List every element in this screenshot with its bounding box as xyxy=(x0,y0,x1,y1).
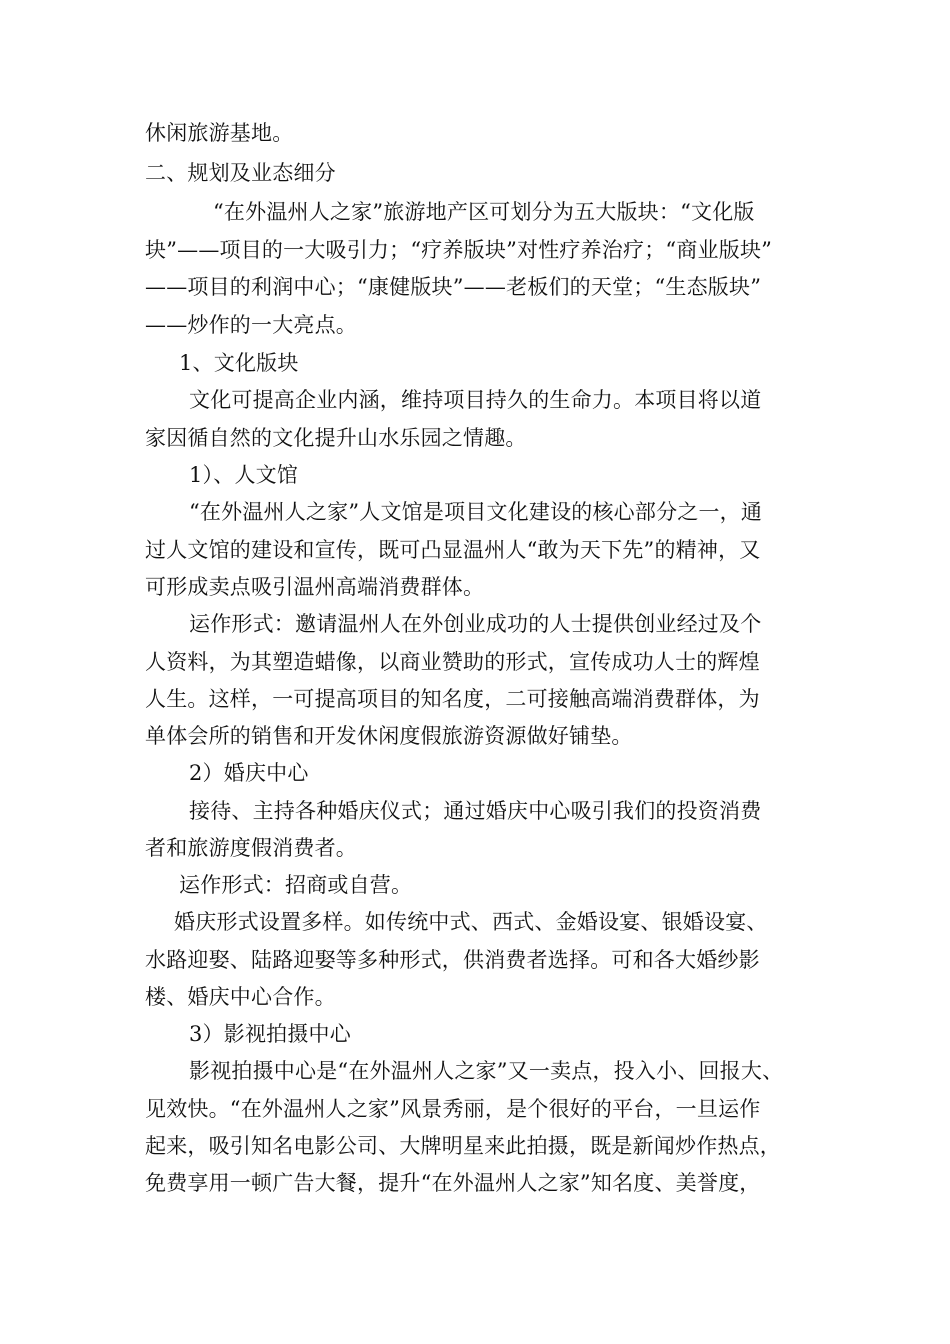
text-line: 人资料，为其塑造蜡像，以商业赞助的形式，宣传成功人士的辉煌 xyxy=(145,650,760,674)
text-line: ——炒作的一大亮点。 xyxy=(145,313,357,337)
text-line: 家因循自然的文化提升山水乐园之情趣。 xyxy=(145,426,527,450)
text-line: 运作形式：招商或自营。 xyxy=(179,873,413,897)
text-line: 免费享用一顿广告大餐，提升“在外温州人之家”知名度、美誉度， xyxy=(145,1171,761,1195)
text-line: 起来，吸引知名电影公司、大牌明星来此拍摄，既是新闻炒作热点， xyxy=(145,1134,781,1158)
text-line: 单体会所的销售和开发休闲度假旅游资源做好铺垫。 xyxy=(145,724,633,748)
text-line: 影视拍摄中心是“在外温州人之家”又一卖点，投入小、回报大、 xyxy=(189,1059,784,1083)
text-line: 婚庆形式设置多样。如传统中式、西式、金婚设宴、银婚设宴、 xyxy=(174,910,768,934)
text-line: 人生。这样，一可提高项目的知名度，二可接触高端消费群体，为 xyxy=(145,687,760,711)
text-line: 楼、婚庆中心合作。 xyxy=(145,985,336,1009)
subsection-heading: 1、文化版块 xyxy=(179,351,299,375)
text-line: “在外温州人之家”旅游地产区可划分为五大版块：“文化版 xyxy=(213,200,755,224)
subsection-heading: 1）、人文馆 xyxy=(189,463,299,487)
text-line: “在外温州人之家”人文馆是项目文化建设的核心部分之一，通 xyxy=(189,500,763,524)
text-line: 过人文馆的建设和宣传，既可凸显温州人“敢为天下先”的精神，又 xyxy=(145,538,761,562)
text-line: 者和旅游度假消费者。 xyxy=(145,836,357,860)
text-line: ——项目的利润中心；“康健版块”——老板们的天堂；“生态版块” xyxy=(145,275,762,299)
text-line: 水路迎娶、陆路迎娶等多种形式，供消费者选择。可和各大婚纱影 xyxy=(145,948,760,972)
text-line: 休闲旅游基地。 xyxy=(145,121,294,145)
text-line: 接待、主持各种婚庆仪式；通过婚庆中心吸引我们的投资消费 xyxy=(189,799,762,823)
subsection-heading: 2）婚庆中心 xyxy=(189,761,309,785)
text-line: 见效快。“在外温州人之家”风景秀丽，是个很好的平台，一旦运作 xyxy=(145,1097,761,1121)
section-heading: 二、规划及业态细分 xyxy=(145,161,336,185)
text-line: 文化可提高企业内涵，维持项目持久的生命力。本项目将以道 xyxy=(189,388,762,412)
text-line: 可形成卖点吸引温州高端消费群体。 xyxy=(145,575,485,599)
text-line: 运作形式：邀请温州人在外创业成功的人士提供创业经过及个 xyxy=(189,612,762,636)
text-line: 块”——项目的一大吸引力；“疗养版块”对性疗养治疗；“商业版块” xyxy=(145,238,773,262)
subsection-heading: 3）影视拍摄中心 xyxy=(189,1022,351,1046)
